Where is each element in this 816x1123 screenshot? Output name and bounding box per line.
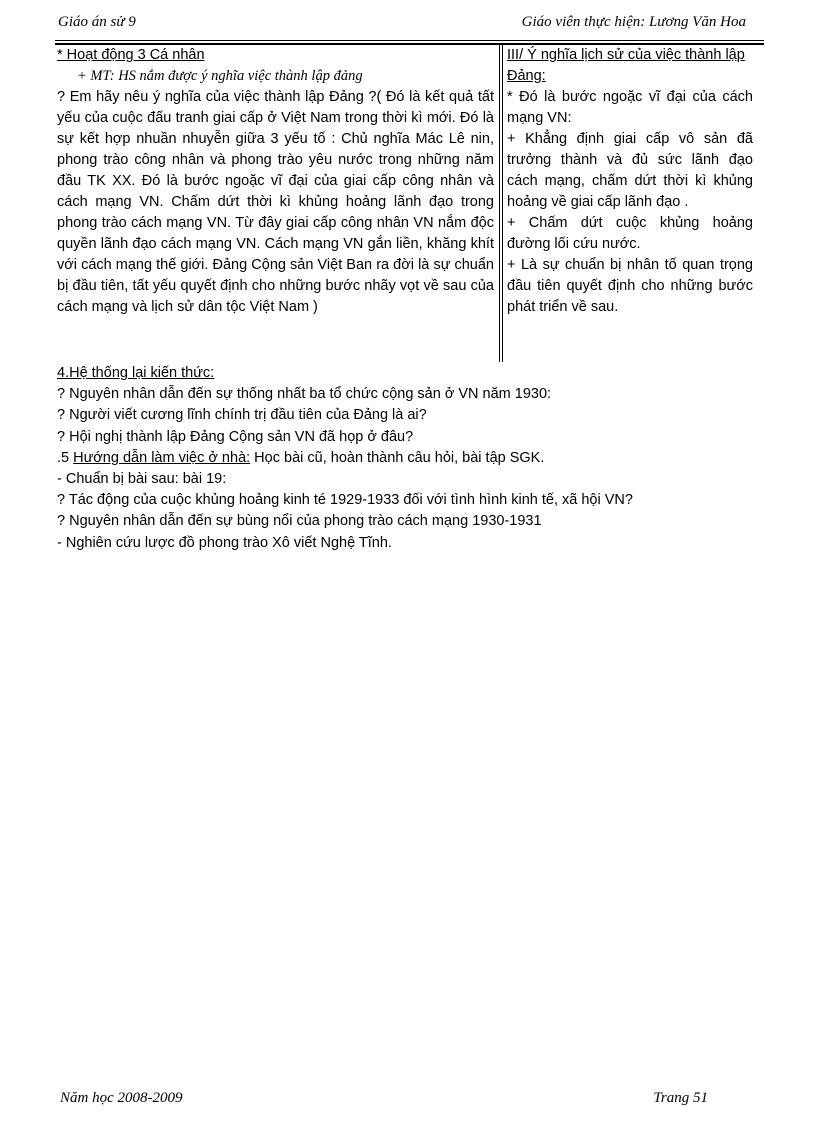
content-column: [507, 45, 753, 318]
review-question-3: ? Hội nghị thành lập Đảng Cộng sản VN đã họp ở đâu?: [57, 428, 414, 445]
homework-item-1: - Chuẩn bị bài sau: bài 19:: [57, 471, 227, 488]
homework-line: .5 Hướng dẫn làm việc ở nhà: Học bài cũ, hoàn thành câu hỏi, bài tập SGK.: [57, 449, 545, 466]
activity-heading: * Hoạt động 3 Cá nhân: [57, 47, 205, 63]
activity-column: [57, 45, 494, 318]
footer-school-year: Năm học 2008-2009: [60, 1090, 183, 1106]
column-divider-inner: [502, 44, 503, 362]
header-rule: [55, 40, 764, 41]
footer-page-number: Trang 51: [653, 1090, 708, 1106]
review-question-2: ? Người viết cương lĩnh chính trị đầu tiên của Đảng là ai?: [57, 407, 427, 424]
activity-body: ? Em hãy nêu ý nghĩa của việc thành lập Đảng ?( Đó là kết quả tất yếu của cuộc đấu tranh giai cấp ở Việt Nam trong thời kì mới. Đó là sự kết hợp nhuần nhuyễn giữa 3 yếu tố : Chủ nghĩa Mác Lê nin, phong trào công nhân và phong trào yêu nước trong những năm đầu TK XX. Đó là bước ngoặc vĩ đại của giai cấp công nhân và cách mạng VN. Chấm dứt thời kì khủng hoảng lãnh đạo trong phong trào cách mạng VN. Từ đây giai cấp công nhân VN nắm độc quyền lãnh đạo cách mạng VN. Cách mạng VN gắn liền, khăng khít với cách mạng thế giới. Đảng Cộng sản Việt Ban ra đời là sự chuẩn bị đầu tiên, tất yếu quyết định cho những bước nhãy vọt về sau của cách mạng và lịch sử dân tộc Việt Nam ): [57, 89, 494, 315]
homework-item-2: ? Tác động của cuộc khủng hoảng kinh té 1929-1933 đối với tình hình kinh tế, xã hội VN?: [57, 492, 633, 509]
review-question-1: ? Nguyên nhân dẫn đến sự thống nhất ba tổ chức cộng sản ở VN năm 1930:: [57, 386, 552, 403]
section-heading: III/ Ý nghĩa lịch sử của việc thành lập Đảng:: [507, 47, 745, 84]
content-point-1: * Đó là bước ngoặc vĩ đại của cách mạng VN:: [507, 89, 753, 126]
content-point-3: + Chấm dứt cuộc khủng hoảng đường lối cứu nước.: [507, 215, 753, 252]
header-teacher-name: Giáo viên thực hiện: Lương Văn Hoa: [521, 14, 746, 30]
content-point-4: + Là sự chuẩn bị nhân tố quan trọng đầu tiên quyết định cho những bước phát triển về sau.: [507, 257, 753, 315]
homework-item-3: ? Nguyên nhân dẫn đến sự bùng nổi của phong trào cách mạng 1930-1931: [57, 513, 542, 530]
lesson-table: [55, 44, 764, 362]
homework-item-4: - Nghiên cứu lược đồ phong trào Xô viết Nghệ Tĩnh.: [57, 534, 392, 551]
review-heading: 4.Hệ thống lại kiến thức:: [57, 365, 215, 381]
column-divider: [499, 44, 500, 362]
homework-label: Hướng dẫn làm việc ở nhà:: [73, 449, 251, 466]
header-left-title: Giáo án sử 9: [58, 14, 136, 30]
content-point-2: + Khẳng định giai cấp vô sản đã trưởng thành và đủ sức lãnh đạo cách mạng, chấm dứt thời kì khủng hoảng về giai cấp lãnh đạo .: [507, 131, 753, 210]
review-section: [57, 363, 757, 554]
objective-line: + MT: HS nắm được ý nghĩa việc thành lập đảng: [77, 68, 363, 84]
